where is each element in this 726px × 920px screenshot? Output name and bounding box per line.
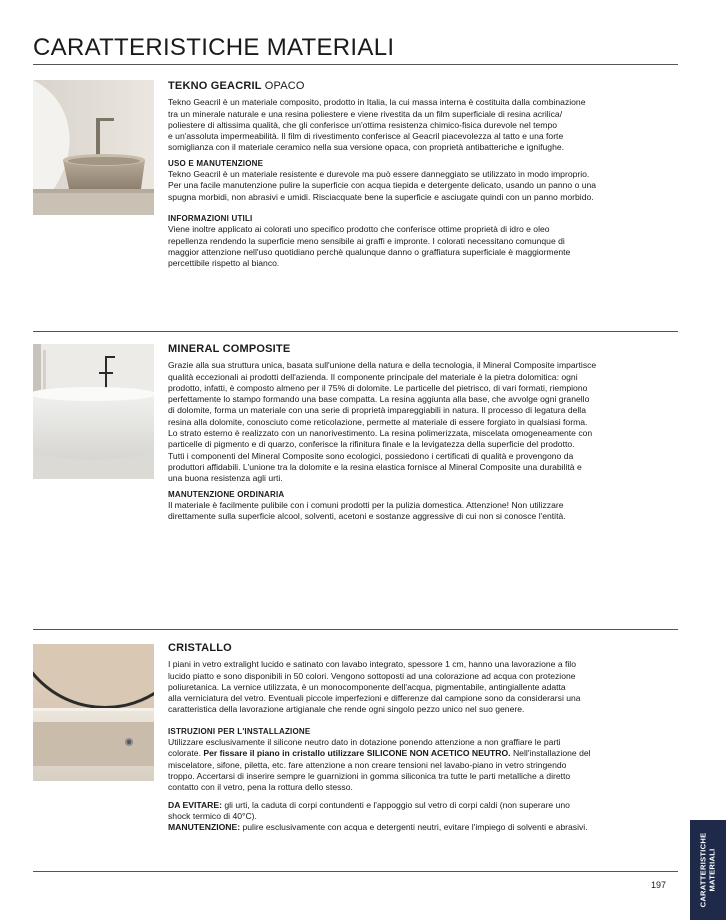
text-line: Il materiale è facilmente pulibile con i comuni prodotti per la pulizia domestica. Attenzione! Non utilizzare: [168, 499, 564, 510]
text-line: direttamente sulla superficie alcool, solventi, acetoni e sostanze aggressive di cui non si conosce l'entità.: [168, 511, 566, 522]
text-line: perfettamente lo stampo formando una base compatta. La resina aggiunta alla base, che avvolge ogni granello: [168, 394, 590, 405]
section-rule: [33, 331, 678, 332]
text-line: Utilizzare esclusivamente il silicone neutro dato in dotazione ponendo attenzione a non graffiare le parti: [168, 737, 561, 748]
text-line: miscelatore, sifone, piletta, etc. fare attenzione a non creare tensioni nel lavabo-piano in vetro stringendo: [168, 759, 567, 770]
text-line: produttori affidabili. L'unione tra la dolomite e la resina elastica fornisce al Mineral Composite una durabilità e: [168, 461, 582, 472]
side-tab-label: [700, 833, 717, 908]
text-line: di dolomite, forma un materiale con una serie di proprietà impareggiabili in natura. Il processo di legatura della: [168, 405, 586, 416]
section-title: [168, 344, 683, 355]
text-line: poliestere di altissima qualità, che gli conferisce un'ottima resistenza chimico-fisica durevole nel tempo: [168, 119, 558, 130]
side-tab-line: CARATTERISTICHE: [698, 832, 708, 908]
text-line: shock termico di 40°C).: [168, 810, 257, 821]
text-line: Viene inoltre applicato ai colorati uno specifico prodotto che conferisce ottime proprietà di idro e oleo: [168, 224, 550, 235]
text-line: Lo strato esterno è realizzato con un nanorivestimento. La resina polimerizzata, miscelata omogeneamente con: [168, 428, 593, 439]
sub-heading: USO E MANUTENZIONE: [168, 158, 264, 168]
section-title: [168, 643, 683, 654]
text-line: [168, 748, 683, 759]
text-line: resina alla dolomite, conosciuto come reticolazione, permette al materiale di essere forgiato in qualsiasi forma.: [168, 416, 588, 427]
text-span: Nell'installazione del: [510, 748, 591, 759]
text-span: pulire esclusivamente con acqua e detergenti neutri, evitare l'impiego di solventi e abrasivi.: [240, 822, 588, 833]
cristallo-image: [33, 644, 154, 781]
text-line: qualità eccezionali ai prodotti dell'azienda. Il componente principale del materiale è la pietra dolomitica: ogni: [168, 371, 578, 382]
text-line: e un'assoluta impermeabilità. Il film di rivestimento conferisce al Geacril piacevolezza al tatto e una forte: [168, 131, 564, 142]
text-line: poliuretanica. La vernice utilizzata, è un monocomponente dell'acqua, pigmentabile, antingiallente adatta: [168, 681, 566, 692]
mineral-composite-section: [168, 344, 683, 522]
avoid-label: DA EVITARE:: [168, 799, 222, 810]
sub-heading: ISTRUZIONI PER L'INSTALLAZIONE: [168, 726, 311, 736]
text-line: Per una facile manutenzione pulire la superficie con acqua tiepida e detergente delicato, usando un panno o una: [168, 180, 597, 191]
text-line: repellenza rendendo la superficie meno sensibile ai graffi e impronte. I colorati necessitano comunque di: [168, 235, 565, 246]
text-line: Tekno Geacril è un materiale composito, prodotto in Italia, la cui massa interna è costituita dalla combinazione: [168, 97, 586, 108]
text-line: una buona resistenza agli urti.: [168, 473, 283, 484]
footer-rule: [33, 871, 678, 872]
page-title: CARATTERISTICHE MATERIALI: [33, 34, 395, 61]
text-line: particelle di pigmento e di quarzo, conferisce la rifinitura finale e la levigatezza della superficie del prodotto.: [168, 439, 575, 450]
tekno-geacril-image: [33, 80, 154, 215]
section-title-light: OPACO: [264, 80, 305, 92]
section-title-bold: CRISTALLO: [168, 642, 232, 654]
text-line: contatto con il vetro, pena la rottura dello stesso.: [168, 782, 353, 793]
text-line: spugna morbidi, non abrasivi e umidi. Risciacquate bene la superficie e asciugate quindi con un panno morbido.: [168, 191, 594, 202]
maintenance-label: MANUTENZIONE:: [168, 822, 241, 833]
text-line: alla verniciatura del vetro. Eventuali piccole imperfezioni e differenze dal campione sono da considerarsi una: [168, 693, 581, 704]
section-title-bold: TEKNO GEACRIL: [168, 80, 262, 92]
section-intro: [168, 360, 683, 484]
text-line: [168, 822, 683, 833]
text-line: I piani in vetro extralight lucido e satinato con lavabo integrato, spessore 1 cm, hanno una lavorazione a filo: [168, 659, 576, 670]
section-intro: [168, 97, 683, 153]
sub-heading: MANUTENZIONE ORDINARIA: [168, 489, 285, 499]
text-line: percettibile rispetto al bianco.: [168, 258, 280, 269]
mineral-composite-image: [33, 344, 154, 479]
text-line: somiglianza con il materiale ceramico nella sua versione opaca, con proprietà antibatteriche e ignifughe.: [168, 142, 565, 153]
text-line: Tutti i componenti del Mineral Composite sono ecologici, possiedono i certificati di qualità e provengono da: [168, 450, 574, 461]
text-line: Tekno Geacril è un materiale resistente e durevole ma può essere danneggiato se utilizzato in modo improprio.: [168, 169, 590, 180]
text-span: colorate.: [168, 748, 204, 759]
text-line: Grazie alla sua struttura unica, basata sull'unione della natura e della tecnologia, il Mineral Composite impartisce: [168, 360, 597, 371]
section-rule: [33, 629, 678, 630]
text-line: caratteristica della lavorazione artigianale che rende ogni singolo pezzo unico nel suo genere.: [168, 704, 525, 715]
tekno-geacril-section: [168, 81, 683, 269]
text-line: prodotto, infatti, è composto almeno per il 75% di dolomite. Le particelle del pietrisco, di vari formati, riempiono: [168, 382, 588, 393]
sub-heading: INFORMAZIONI UTILI: [168, 213, 253, 223]
page-number: 197: [651, 880, 667, 890]
emphasis-text: Per fissare il piano in cristallo utilizzare SILICONE NON ACETICO NEUTRO.: [203, 748, 511, 759]
text-line: [168, 800, 683, 811]
text-line: tra un minerale naturale e una resina poliestere e viene rivestita da un film superficiale di resina acrilica/: [168, 108, 563, 119]
section-intro: [168, 659, 683, 715]
title-rule: [33, 64, 678, 65]
side-tab: [690, 820, 726, 920]
text-line: maggior attenzione nell'uso quotidiano perchè qualunque danno o graffiatura superficiale è maggiormente: [168, 246, 571, 257]
side-tab-line: MATERIALI: [707, 848, 716, 892]
section-title-bold: MINERAL COMPOSITE: [168, 343, 291, 355]
section-title: [168, 81, 683, 92]
cristallo-section: [168, 643, 683, 833]
text-line: troppo. Accertarsi di inserire sempre le guarnizioni in gomma siliconica tra tutte le parti metalliche a diretto: [168, 770, 571, 781]
text-line: lucido piatto e sono disponibili in 50 colori. Vengono sottoposti ad una colorazione ad acqua con protezione: [168, 670, 576, 681]
text-span: gli urti, la caduta di corpi contundenti e l'appoggio sul vetro di corpi caldi (non superare uno: [221, 799, 570, 810]
